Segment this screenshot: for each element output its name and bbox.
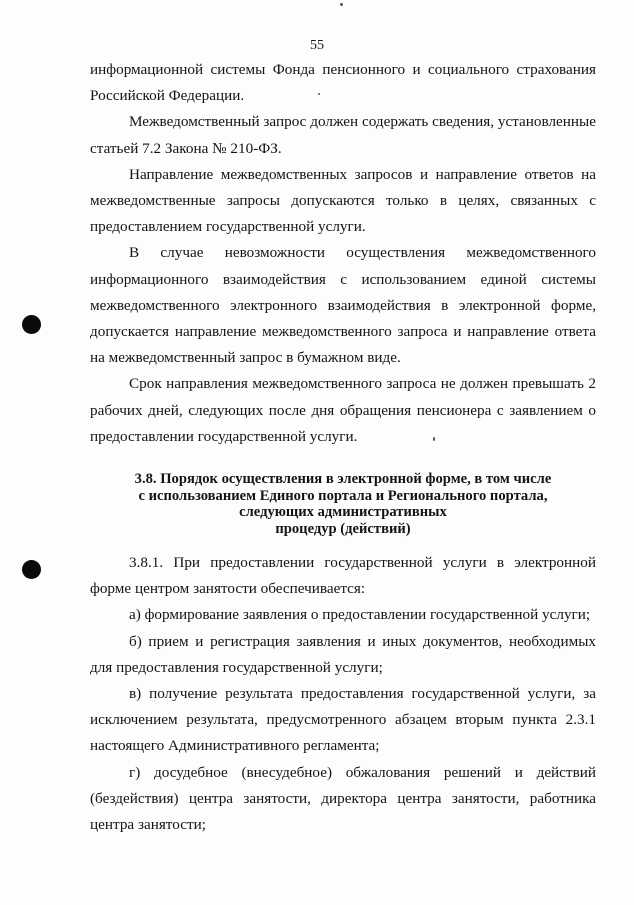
paragraph: В случае невозможности осуществления межведомственного информационного взаимодействия с использованием единой системы межведомственного электронного взаимодействия в электронной форме, допускается направление межведомственного запроса и направление ответа на межведомственный запрос в бумажном виде.: [90, 244, 596, 367]
paragraph: Направление межведомственных запросов и направление ответов на межведомственные запросы допускаются только в целях, связанных с предоставлением государственной услуги.: [90, 165, 596, 236]
list-item: в) получение результата предоставления государственной услуги, за исключением результата, предусмотренного абзацем вторым пункта 2.3.1 настоящего Административного регламента;: [90, 685, 596, 755]
paragraph: информационной системы Фонда пенсионного и социального страхования Российской Федерации.: [90, 61, 596, 105]
page-number: 55: [310, 38, 324, 53]
heading-line: следующих административных: [239, 504, 447, 521]
list-item: а) формирование заявления о предоставлении государственной услуги;: [129, 606, 591, 624]
paragraph: Межведомственный запрос должен содержать сведения, установленные статьей 7.2 Закона № 210-ФЗ.: [90, 113, 596, 157]
heading-line: с использованием Единого портала и Регионального портала,: [138, 487, 548, 504]
punch-hole-mark: [22, 560, 41, 579]
list-item: г) досудебное (внесудебное) обжалования решений и действий (бездействия) центра занятости, директора центра занятости, работника центра занятости;: [90, 763, 596, 834]
heading-line: 3.8. Порядок осуществления в электронной форме, в том числе: [134, 471, 552, 488]
paragraph: 3.8.1. При предоставлении государственной услуги в электронной форме центром занятости обеспечивается:: [90, 554, 596, 598]
list-item: б) прием и регистрация заявления и иных документов, необходимых для предоставления государственной услуги;: [90, 632, 596, 676]
section-heading: [90, 471, 596, 537]
paragraph: Срок направления межведомственного запроса не должен превышать 2 рабочих дней, следующих после дня обращения пенсионера с заявлением о предоставлении государственной услуги.: [90, 375, 596, 445]
punch-hole-mark: [22, 315, 41, 334]
heading-line: процедур (действий): [275, 520, 411, 537]
scan-speck: [340, 3, 343, 6]
document-body: [90, 57, 596, 838]
